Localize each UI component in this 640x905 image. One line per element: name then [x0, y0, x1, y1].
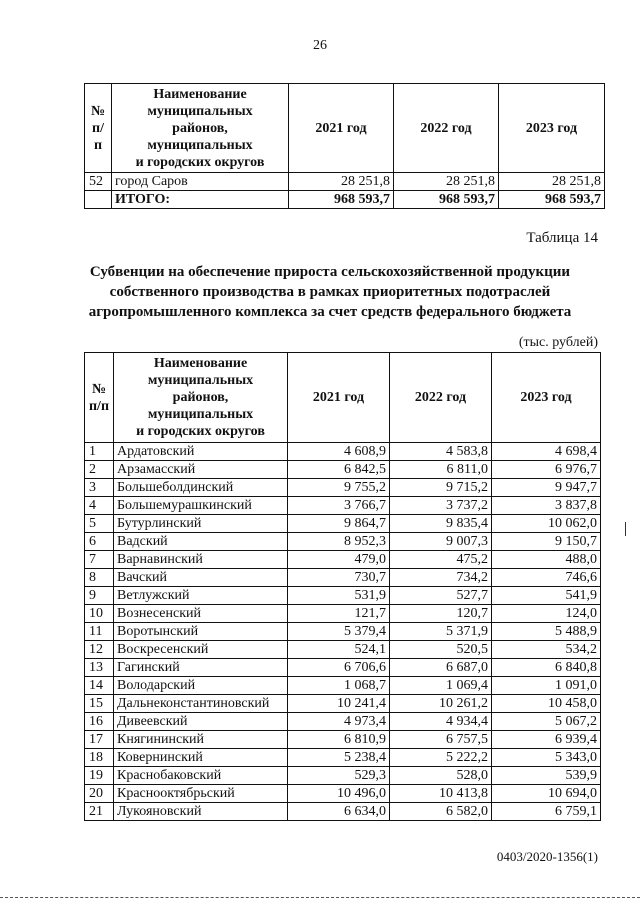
table-row [85, 461, 601, 479]
row-value-2022: 28 251,8 [394, 173, 499, 191]
table-row [85, 695, 601, 713]
row-value-2023: 5 343,0 [492, 749, 601, 767]
row-number: 20 [85, 785, 114, 803]
table-row [85, 569, 601, 587]
row-value-2021: 5 238,4 [288, 749, 390, 767]
header-2023: 2023 год [499, 84, 605, 173]
row-number: 14 [85, 677, 114, 695]
row-value-2022: 6 582,0 [390, 803, 492, 821]
row-number: 18 [85, 749, 114, 767]
header-name-line: и городских округов [135, 154, 265, 170]
header-name-line: муниципальных [147, 407, 254, 422]
row-name: Большеболдинский [114, 479, 288, 497]
header-2023: 2023 год [492, 353, 601, 443]
row-value-2021: 10 241,4 [288, 695, 390, 713]
row-value-2022: 5 371,9 [390, 623, 492, 641]
row-name: Ковернинский [114, 749, 288, 767]
row-value-2023: 9 150,7 [492, 533, 601, 551]
row-value-2023: 9 947,7 [492, 479, 601, 497]
row-value-2021: 10 496,0 [288, 785, 390, 803]
row-value-2022: 9 007,3 [390, 533, 492, 551]
row-value-2021: 1 068,7 [288, 677, 390, 695]
row-value-2021: 479,0 [288, 551, 390, 569]
table-row [85, 641, 601, 659]
table-title: Субвенции на обеспечение прироста сельскохозяйственной продукции собственного производства в рамках приоритетных подотраслей агропромышленного комплекса за счет средств федерального бюджета [88, 264, 572, 320]
header-number [85, 353, 114, 443]
table-row [85, 605, 601, 623]
row-value-2021: 9 864,7 [288, 515, 390, 533]
row-value-2023: 28 251,8 [499, 173, 605, 191]
row-value-2021: 730,7 [288, 569, 390, 587]
row-value-2021: 6 842,5 [288, 461, 390, 479]
row-number: 3 [85, 479, 114, 497]
units-label: (тыс. рублей) [518, 335, 598, 350]
row-value-2022: 4 934,4 [390, 713, 492, 731]
row-value-2022: 520,5 [390, 641, 492, 659]
row-name: Гагинский [114, 659, 288, 677]
row-name: Большемурашкинский [114, 497, 288, 515]
row-name: Варнавинский [114, 551, 288, 569]
row-name: Вознесенский [114, 605, 288, 623]
row-number: 16 [85, 713, 114, 731]
row-value-2021: 121,7 [288, 605, 390, 623]
header-2021: 2021 год [289, 84, 394, 173]
row-number: 1 [85, 443, 114, 461]
header-name-line: муниципальных [147, 137, 253, 153]
row-number: 19 [85, 767, 114, 785]
table-row [85, 479, 601, 497]
row-value-2022: 734,2 [390, 569, 492, 587]
table-row [85, 659, 601, 677]
row-number: 13 [85, 659, 114, 677]
row-value-2021: 28 251,8 [289, 173, 394, 191]
row-name: Лукояновский [114, 803, 288, 821]
header-name-line: Наименование [153, 86, 247, 102]
row-number: 9 [85, 587, 114, 605]
row-value-2022: 4 583,8 [390, 443, 492, 461]
table-row [85, 677, 601, 695]
table-row [85, 803, 601, 821]
row-value-2022: 527,7 [390, 587, 492, 605]
header-name-line: районов, [172, 120, 228, 136]
total-value-2022: 968 593,7 [394, 191, 499, 209]
row-number: 7 [85, 551, 114, 569]
table-continuation [84, 83, 605, 209]
margin-mark [625, 522, 626, 536]
table-row [85, 785, 601, 803]
row-value-2021: 6 634,0 [288, 803, 390, 821]
row-name: Володарский [114, 677, 288, 695]
row-value-2023: 746,6 [492, 569, 601, 587]
header-name-line: Наименование [153, 356, 248, 371]
row-number: 52 [85, 173, 112, 191]
row-value-2021: 6 706,6 [288, 659, 390, 677]
document-code: 0403/2020-1356(1) [496, 849, 598, 864]
header-number-line1: № [91, 381, 107, 397]
header-name [114, 353, 288, 443]
row-value-2021: 529,3 [288, 767, 390, 785]
header-number [85, 84, 112, 173]
row-number: 21 [85, 803, 114, 821]
row-value-2023: 6 840,8 [492, 659, 601, 677]
row-value-2023: 488,0 [492, 551, 601, 569]
row-number: 15 [85, 695, 114, 713]
row-value-2023: 5 067,2 [492, 713, 601, 731]
row-name: Вачский [114, 569, 288, 587]
row-name: Ардатовский [114, 443, 288, 461]
row-value-2022: 475,2 [390, 551, 492, 569]
row-value-2021: 4 973,4 [288, 713, 390, 731]
row-value-2021: 6 810,9 [288, 731, 390, 749]
total-label: ИТОГО: [112, 191, 289, 209]
header-number-line2: п/п [88, 398, 110, 414]
row-value-2022: 528,0 [390, 767, 492, 785]
row-value-2021: 531,9 [288, 587, 390, 605]
table-row [85, 551, 601, 569]
header-number-line1: № [90, 103, 106, 119]
table-14 [84, 352, 601, 821]
row-value-2022: 9 835,4 [390, 515, 492, 533]
row-number: 2 [85, 461, 114, 479]
header-name-line: муниципальных [147, 103, 253, 119]
row-value-2023: 539,9 [492, 767, 601, 785]
row-value-2021: 8 952,3 [288, 533, 390, 551]
table-14-body [85, 443, 601, 821]
header-name-line: районов, [172, 390, 229, 405]
row-value-2021: 4 608,9 [288, 443, 390, 461]
row-number: 6 [85, 533, 114, 551]
row-name: Дальнеконстантиновский [114, 695, 288, 713]
total-row [85, 191, 605, 209]
row-name: Воротынский [114, 623, 288, 641]
row-number: 10 [85, 605, 114, 623]
row-value-2022: 6 811,0 [390, 461, 492, 479]
row-value-2022: 120,7 [390, 605, 492, 623]
row-value-2023: 1 091,0 [492, 677, 601, 695]
row-name: Бутурлинский [114, 515, 288, 533]
table-row [85, 173, 605, 191]
row-number: 11 [85, 623, 114, 641]
page-number: 26 [313, 38, 327, 53]
row-number: 12 [85, 641, 114, 659]
table-row [85, 443, 601, 461]
row-value-2023: 6 976,7 [492, 461, 601, 479]
table-row [85, 587, 601, 605]
table-caption: Таблица 14 [526, 230, 598, 246]
row-value-2023: 5 488,9 [492, 623, 601, 641]
header-name [112, 84, 289, 173]
row-name: Краснооктябрьский [114, 785, 288, 803]
row-number: 4 [85, 497, 114, 515]
row-value-2023: 10 062,0 [492, 515, 601, 533]
table-row [85, 749, 601, 767]
row-value-2023: 6 759,1 [492, 803, 601, 821]
row-value-2023: 534,2 [492, 641, 601, 659]
table-row [85, 623, 601, 641]
row-value-2023: 541,9 [492, 587, 601, 605]
row-name: Дивеевский [114, 713, 288, 731]
table-row [85, 515, 601, 533]
row-name: Вадский [114, 533, 288, 551]
table-row [85, 767, 601, 785]
row-value-2023: 124,0 [492, 605, 601, 623]
row-value-2023: 6 939,4 [492, 731, 601, 749]
total-value-2023: 968 593,7 [499, 191, 605, 209]
row-value-2022: 3 737,2 [390, 497, 492, 515]
row-name: город Саров [112, 173, 289, 191]
header-name-line: и городских округов [136, 424, 265, 439]
row-name: Арзамасский [114, 461, 288, 479]
table-row [85, 713, 601, 731]
row-name: Княгининский [114, 731, 288, 749]
header-2022: 2022 год [394, 84, 499, 173]
row-value-2021: 3 766,7 [288, 497, 390, 515]
row-value-2021: 524,1 [288, 641, 390, 659]
row-name: Краснобаковский [114, 767, 288, 785]
row-value-2022: 1 069,4 [390, 677, 492, 695]
row-value-2021: 9 755,2 [288, 479, 390, 497]
table-header-row [85, 84, 605, 173]
row-value-2023: 10 694,0 [492, 785, 601, 803]
table-row [85, 533, 601, 551]
row-value-2021: 5 379,4 [288, 623, 390, 641]
row-number: 8 [85, 569, 114, 587]
header-name-line: муниципальных [147, 373, 254, 388]
bottom-rule [0, 897, 640, 898]
table-row [85, 731, 601, 749]
table-header-row [85, 353, 601, 443]
row-number: 5 [85, 515, 114, 533]
row-value-2022: 6 687,0 [390, 659, 492, 677]
row-value-2022: 5 222,2 [390, 749, 492, 767]
row-name: Ветлужский [114, 587, 288, 605]
row-name: Воскресенский [114, 641, 288, 659]
row-value-2022: 10 413,8 [390, 785, 492, 803]
row-value-2023: 4 698,4 [492, 443, 601, 461]
header-number-line2: п/п [92, 120, 104, 153]
row-number: 17 [85, 731, 114, 749]
row-value-2022: 6 757,5 [390, 731, 492, 749]
table-row [85, 497, 601, 515]
total-empty-cell [85, 191, 112, 209]
row-value-2023: 10 458,0 [492, 695, 601, 713]
header-2021: 2021 год [288, 353, 390, 443]
total-value-2021: 968 593,7 [289, 191, 394, 209]
row-value-2023: 3 837,8 [492, 497, 601, 515]
header-2022: 2022 год [390, 353, 492, 443]
row-value-2022: 10 261,2 [390, 695, 492, 713]
row-value-2022: 9 715,2 [390, 479, 492, 497]
